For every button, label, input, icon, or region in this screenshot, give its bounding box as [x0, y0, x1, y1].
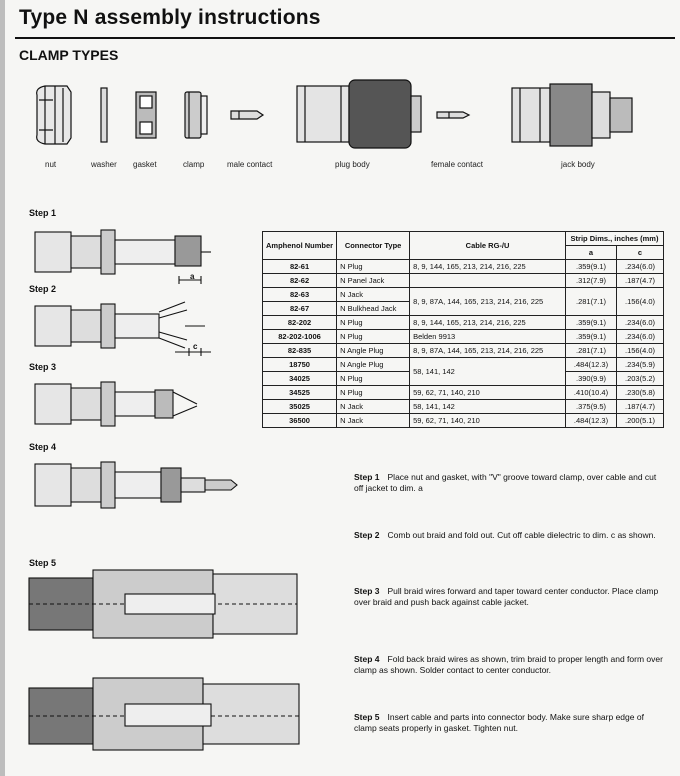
step-2-drawing — [35, 302, 211, 356]
part-label-jack-body: jack body — [561, 160, 595, 169]
header-connector: Connector Type — [337, 232, 410, 260]
instruction-text: Fold back braid wires as shown, trim braid to proper length and form over clamp as shown. Solder contact to center conductor. — [354, 654, 663, 675]
step-3-drawing — [35, 382, 197, 426]
instruction-step-number: Step 2 — [354, 530, 380, 540]
instruction-text: Insert cable and parts into connector body. Make sure sharp edge of clamp seats properly in gasket. Tighten nut. — [354, 712, 644, 733]
part-label-female-contact: female contact — [431, 160, 484, 169]
instruction-step-number: Step 5 — [354, 712, 380, 722]
instruction-text: Comb out braid and fold out. Cut off cable dielectric to dim. c as shown. — [387, 530, 656, 540]
instruction-step-4 — [354, 654, 664, 676]
header-cable: Cable RG-/U — [410, 232, 566, 260]
table-row: 34025 N Plug .390(9.9) .203(5.2) — [263, 372, 664, 386]
header-c: c — [617, 246, 664, 260]
header-strip: Strip Dims., inches (mm) — [566, 232, 664, 246]
instruction-text: Place nut and gasket, with "V" groove toward clamp, over cable and cut off jacket to dim. a — [354, 472, 657, 493]
table-row: 82-67 N Bulkhead Jack — [263, 302, 664, 316]
part-label-plug-body: plug body — [335, 160, 370, 169]
step-5-lower-drawing — [29, 678, 299, 750]
step-4-label: Step 4 — [29, 442, 57, 452]
part-label-male-contact: male contact — [227, 160, 273, 169]
section-heading: CLAMP TYPES — [19, 47, 119, 63]
page-title: Type N assembly instructions — [19, 6, 321, 29]
strip-dimensions-table — [262, 231, 664, 428]
part-label-clamp: clamp — [183, 160, 205, 169]
instruction-step-number: Step 4 — [354, 654, 380, 664]
table-row: 18750 N Angle Plug 58, 141, 142 .484(12.3) .234(5.9) — [263, 358, 664, 372]
instruction-step-number: Step 3 — [354, 586, 380, 596]
step-1-drawing — [35, 230, 211, 284]
step-1-label: Step 1 — [29, 208, 57, 218]
table-row: 82-61 N Plug 8, 9, 144, 165, 213, 214, 216, 225 .359(9.1) .234(6.0) — [263, 260, 664, 274]
table-row: 82-62 N Panel Jack .312(7.9) .187(4.7) — [263, 274, 664, 288]
part-label-nut: nut — [45, 160, 57, 169]
table-row: 36500 N Jack 59, 62, 71, 140, 210 .484(12.3) .200(5.1) — [263, 414, 664, 428]
step-5-label: Step 5 — [29, 558, 57, 568]
header-a: a — [566, 246, 617, 260]
instruction-step-3 — [354, 586, 664, 608]
header-amphenol: Amphenol Number — [263, 232, 337, 260]
step-2-label: Step 2 — [29, 284, 57, 294]
table-row: 34525 N Plug 59, 62, 71, 140, 210 .410(10.4) .230(5.8) — [263, 386, 664, 400]
instruction-text: Pull braid wires forward and taper toward center conductor. Place clamp over braid and push back against cable jacket. — [354, 586, 659, 607]
dim-c-label: c — [193, 342, 198, 351]
table-row: 82-835 N Angle Plug 8, 9, 87A, 144, 165, 213, 214, 216, 225 .281(7.1) .156(4.0) — [263, 344, 664, 358]
part-label-washer: washer — [91, 160, 117, 169]
table-row: 82-202 N Plug 8, 9, 144, 165, 213, 214, 216, 225 .359(9.1) .234(6.0) — [263, 316, 664, 330]
instruction-step-5 — [354, 712, 664, 734]
table-row: 82-202-1006 N Plug Belden 9913 .359(9.1) .234(6.0) — [263, 330, 664, 344]
dim-a-label: a — [190, 272, 195, 281]
part-label-gasket: gasket — [133, 160, 157, 169]
step-3-label: Step 3 — [29, 362, 57, 372]
instruction-step-2 — [354, 530, 664, 541]
table-row: 82-63 N Jack 8, 9, 87A, 144, 165, 213, 214, 216, 225 .281(7.1) .156(4.0) — [263, 288, 664, 302]
step-4-drawing — [35, 462, 237, 508]
instruction-step-number: Step 1 — [354, 472, 380, 482]
step-5-upper-drawing — [29, 570, 297, 638]
instruction-step-1 — [354, 472, 664, 494]
table-row: 35025 N Jack 58, 141, 142 .375(9.5) .187(4.7) — [263, 400, 664, 414]
